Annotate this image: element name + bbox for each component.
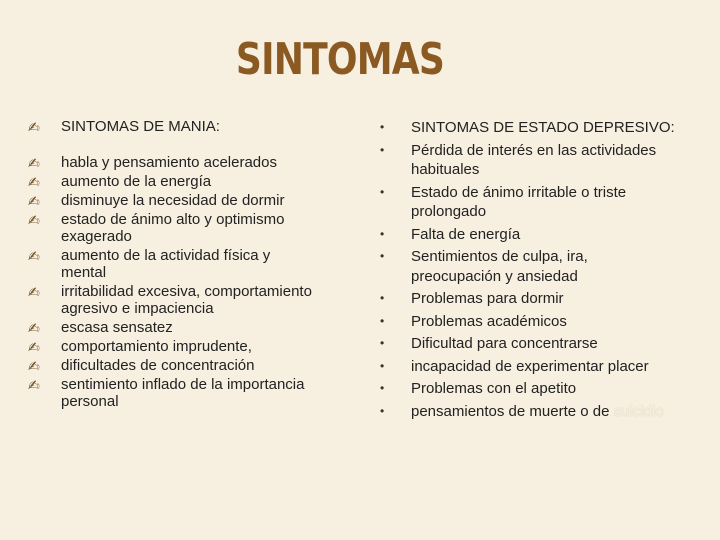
list-item: • Problemas para dormir [380,290,564,307]
list-item: • Dificultad para concentrarse [380,335,598,352]
page-title: SINTOMAS [235,34,445,85]
list-item: • Problemas académicos [380,312,567,330]
list-item: ✍ dificultades de concentración [28,357,255,374]
list-item: ✍ aumento de la energía [28,173,212,190]
feather-quill-icon: ✍ [28,358,40,374]
list-item [378,402,678,422]
dot-bullet-icon: • [380,226,385,241]
dot-bullet-icon: • [380,381,385,395]
list-item: ✍ disminuye la necesidad de dormir [28,192,285,209]
dot-bullet-icon: • [380,313,385,328]
list-item: ✍ habla y pensamiento acelerados [28,154,277,171]
feather-quill-icon: ✍ [28,212,40,228]
feather-quill-icon: ✍ [28,339,40,355]
feather-quill-icon: ✍ [28,284,40,300]
list-item: • Problemas con el apetito [380,380,577,397]
depresion-heading: SINTOMAS DE ESTADO DEPRESIVO: [411,119,675,136]
mania-heading: SINTOMAS DE MANIA: [61,118,220,135]
list-item: ✍ comportamiento imprudente, [28,338,252,355]
list-item: • Sentimientos de culpa, ira, preocupación y ansiedad [380,248,588,285]
list-item: ✍ aumento de la actividad física y mental [28,247,271,281]
feather-quill-icon: ✍ [28,377,40,393]
last-item-prefix: pensamientos de muerte o de [411,402,610,420]
last-item-suffix: suicidio [613,402,664,420]
feather-quill-icon: ✍ [28,193,40,209]
feather-quill-icon: ✍ [28,119,40,135]
list-item: • Pérdida de interés en las actividades habituales [380,141,657,178]
depresion-heading-item [378,118,678,138]
dot-bullet-icon: • [380,358,385,373]
dot-bullet-icon: • [380,291,385,305]
depresion-column [378,118,678,421]
list-item: ✍ sentimiento inflado de la importancia personal [28,376,305,410]
list-item: • Estado de ánimo irritable o triste prolongado [380,183,627,220]
feather-quill-icon: ✍ [28,320,40,336]
list-item: ✍ estado de ánimo alto y optimismo exagerado [28,211,285,245]
dot-bullet-icon: • [380,249,385,263]
list-item: • incapacidad de experimentar placer [380,357,649,375]
dot-bullet-icon: • [380,120,385,134]
list-item: ✍ irritabilidad excesiva, comportamiento agresivo e impaciencia [28,283,312,317]
mania-column [28,118,318,410]
feather-quill-icon: ✍ [28,155,40,171]
dot-bullet-icon: • [380,336,385,350]
dot-bullet-icon: • [380,403,385,418]
feather-quill-icon: ✍ [28,248,40,264]
feather-quill-icon: ✍ [28,174,40,190]
list-item: ✍ escasa sensatez [28,319,173,336]
dot-bullet-icon: • [380,142,385,157]
mania-heading-item [28,118,318,135]
list-item: • Falta de energía [380,225,521,243]
dot-bullet-icon: • [380,184,385,199]
